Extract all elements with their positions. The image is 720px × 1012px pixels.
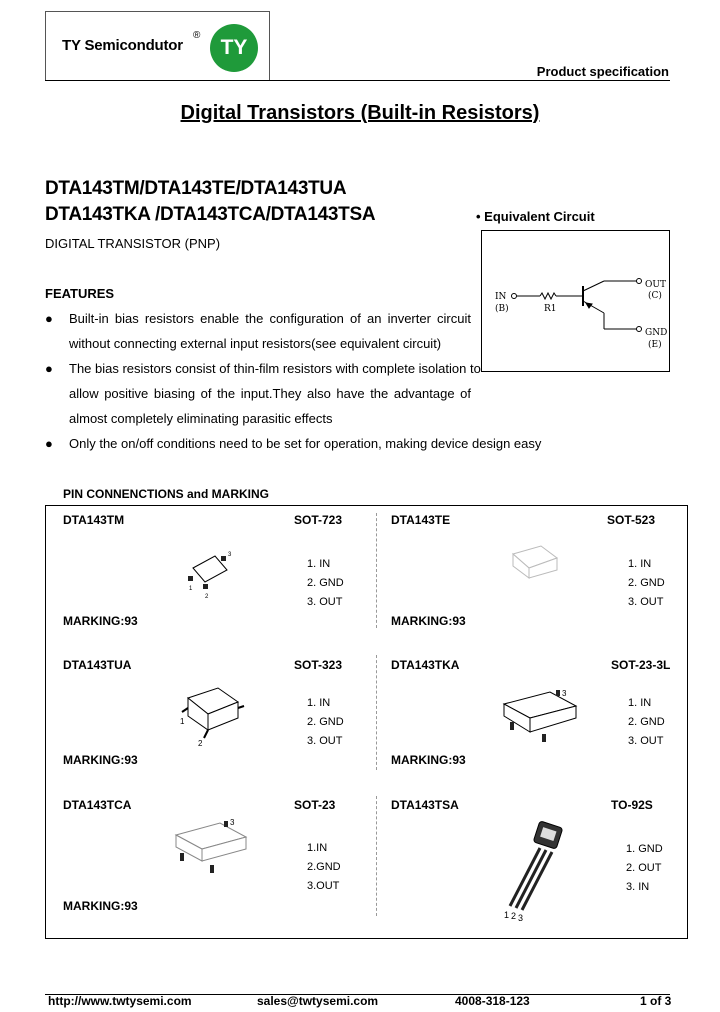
svg-text:2: 2 <box>198 739 203 748</box>
registered-mark: ® <box>193 30 201 41</box>
cell-package: SOT-523 <box>607 513 656 527</box>
equivalent-circuit-box <box>481 230 670 372</box>
feature-1-line-1: Built-in bias resistors enable the configuration of an inverter circuit <box>69 311 471 326</box>
svg-text:3: 3 <box>230 818 235 827</box>
pin-2: 2. GND <box>307 577 344 589</box>
cell-package: SOT-23-3L <box>611 658 671 672</box>
svg-text:2: 2 <box>511 911 517 921</box>
equivalent-circuit-heading: • Equivalent Circuit <box>476 209 595 224</box>
sot323-package-icon <box>178 680 246 748</box>
pin-2: 2. OUT <box>626 862 662 874</box>
cell-package: TO-92S <box>611 798 653 812</box>
pin-1: 1. GND <box>626 843 663 855</box>
out-terminal-icon <box>637 279 642 284</box>
pin-1: 1.IN <box>307 842 328 854</box>
gnd-pin-label: GND <box>645 328 668 338</box>
company-logo: TY <box>210 24 258 72</box>
pin-1: 1. IN <box>628 697 652 709</box>
marking: MARKING:93 <box>63 614 138 628</box>
resistor-icon <box>540 293 556 299</box>
bullet-icon: ● <box>45 436 53 451</box>
to92s-package-icon <box>500 820 570 922</box>
footer-phone: 4008-318-123 <box>455 994 530 1008</box>
cell-part-name: DTA143TKA <box>391 658 460 672</box>
cell-package: SOT-23 <box>294 798 336 812</box>
in-pin-label: IN <box>495 292 507 302</box>
marking: MARKING:93 <box>63 899 138 913</box>
feature-2-line-1: The bias resistors consist of thin-film resistors with complete isolation to <box>69 361 481 376</box>
pin-1: 1. IN <box>628 558 652 570</box>
sot23-3l-package-icon <box>500 686 582 752</box>
emitter-arrow-icon <box>586 303 592 308</box>
device-type: DIGITAL TRANSISTOR (PNP) <box>45 236 221 251</box>
pin-2: 2. GND <box>628 716 665 728</box>
cell-part-name: DTA143TUA <box>63 658 132 672</box>
pin-connections-heading: PIN CONNENCTIONS and MARKING <box>63 487 270 501</box>
marking: MARKING:93 <box>391 614 466 628</box>
feature-2-line-2: allow positive biasing of the input.They also have the advantage of <box>69 386 471 401</box>
r1-label: R1 <box>544 304 557 314</box>
bullet-icon: ● <box>45 361 53 376</box>
footer-email[interactable]: sales@twtysemi.com <box>257 994 379 1008</box>
gnd-terminal-icon <box>637 327 642 332</box>
svg-text:3: 3 <box>518 913 524 922</box>
company-name: TY Semicondutor <box>62 37 183 54</box>
cell-package: SOT-723 <box>294 513 343 527</box>
cell-part-name: DTA143TM <box>63 513 125 527</box>
feature-2-line-3: almost completely eliminating parasitic effects <box>69 411 333 426</box>
pin-1: 1. IN <box>307 697 331 709</box>
marking: MARKING:93 <box>391 753 466 767</box>
header-divider <box>45 80 670 81</box>
part-numbers-line-2: DTA143TKA /DTA143TCA/DTA143TSA <box>45 204 376 225</box>
feature-3-line-1: Only the on/off conditions need to be set for operation, making device design easy <box>69 436 542 451</box>
svg-text:1: 1 <box>180 717 185 726</box>
doc-type-label: Product specification <box>536 64 669 79</box>
column-divider <box>376 796 377 916</box>
pin-3: 3. OUT <box>307 735 343 747</box>
page-number: 1 of 3 <box>640 994 672 1008</box>
in-terminal-icon <box>512 294 517 299</box>
cell-part-name: DTA143TSA <box>391 798 459 812</box>
bullet-icon: ● <box>45 311 53 326</box>
page-title: Digital Transistors (Built-in Resistors) <box>180 102 540 124</box>
pin-3: 3. OUT <box>307 596 343 608</box>
pin-1: 1. IN <box>307 558 331 570</box>
svg-text:1: 1 <box>189 586 193 592</box>
features-heading: FEATURES <box>45 286 115 301</box>
marking: MARKING:93 <box>63 753 138 767</box>
pin-3: 3.OUT <box>307 880 340 892</box>
cell-part-name: DTA143TCA <box>63 798 132 812</box>
sot723-package-icon <box>185 548 235 598</box>
column-divider <box>376 513 377 628</box>
out-pin-label: OUT <box>645 280 666 290</box>
pin-2: 2. GND <box>307 716 344 728</box>
cell-part-name: DTA143TE <box>391 513 451 527</box>
sot523-package-icon <box>505 540 565 585</box>
pin-3: 3. OUT <box>628 735 664 747</box>
c-pin-label: (C) <box>648 291 662 301</box>
equivalent-circuit-diagram <box>482 231 671 373</box>
pin-3: 3. IN <box>626 881 650 893</box>
footer-website[interactable]: http://www.twtysemi.com <box>48 994 192 1008</box>
e-pin-label: (E) <box>648 340 662 350</box>
sot23-package-icon <box>170 815 252 881</box>
svg-text:1: 1 <box>504 910 510 920</box>
svg-text:2: 2 <box>205 594 209 598</box>
pin-3: 3. OUT <box>628 596 664 608</box>
svg-text:3: 3 <box>562 689 567 698</box>
cell-package: SOT-323 <box>294 658 343 672</box>
svg-text:3: 3 <box>228 552 232 558</box>
feature-1-line-2: without connecting external input resistors(see equivalent circuit) <box>69 336 442 351</box>
pin-2: 2.GND <box>307 861 341 873</box>
part-numbers-line-1: DTA143TM/DTA143TE/DTA143TUA <box>45 178 347 199</box>
pin-connections-table <box>45 505 688 939</box>
b-pin-label: (B) <box>495 304 509 314</box>
pin-2: 2. GND <box>628 577 665 589</box>
column-divider <box>376 655 377 770</box>
